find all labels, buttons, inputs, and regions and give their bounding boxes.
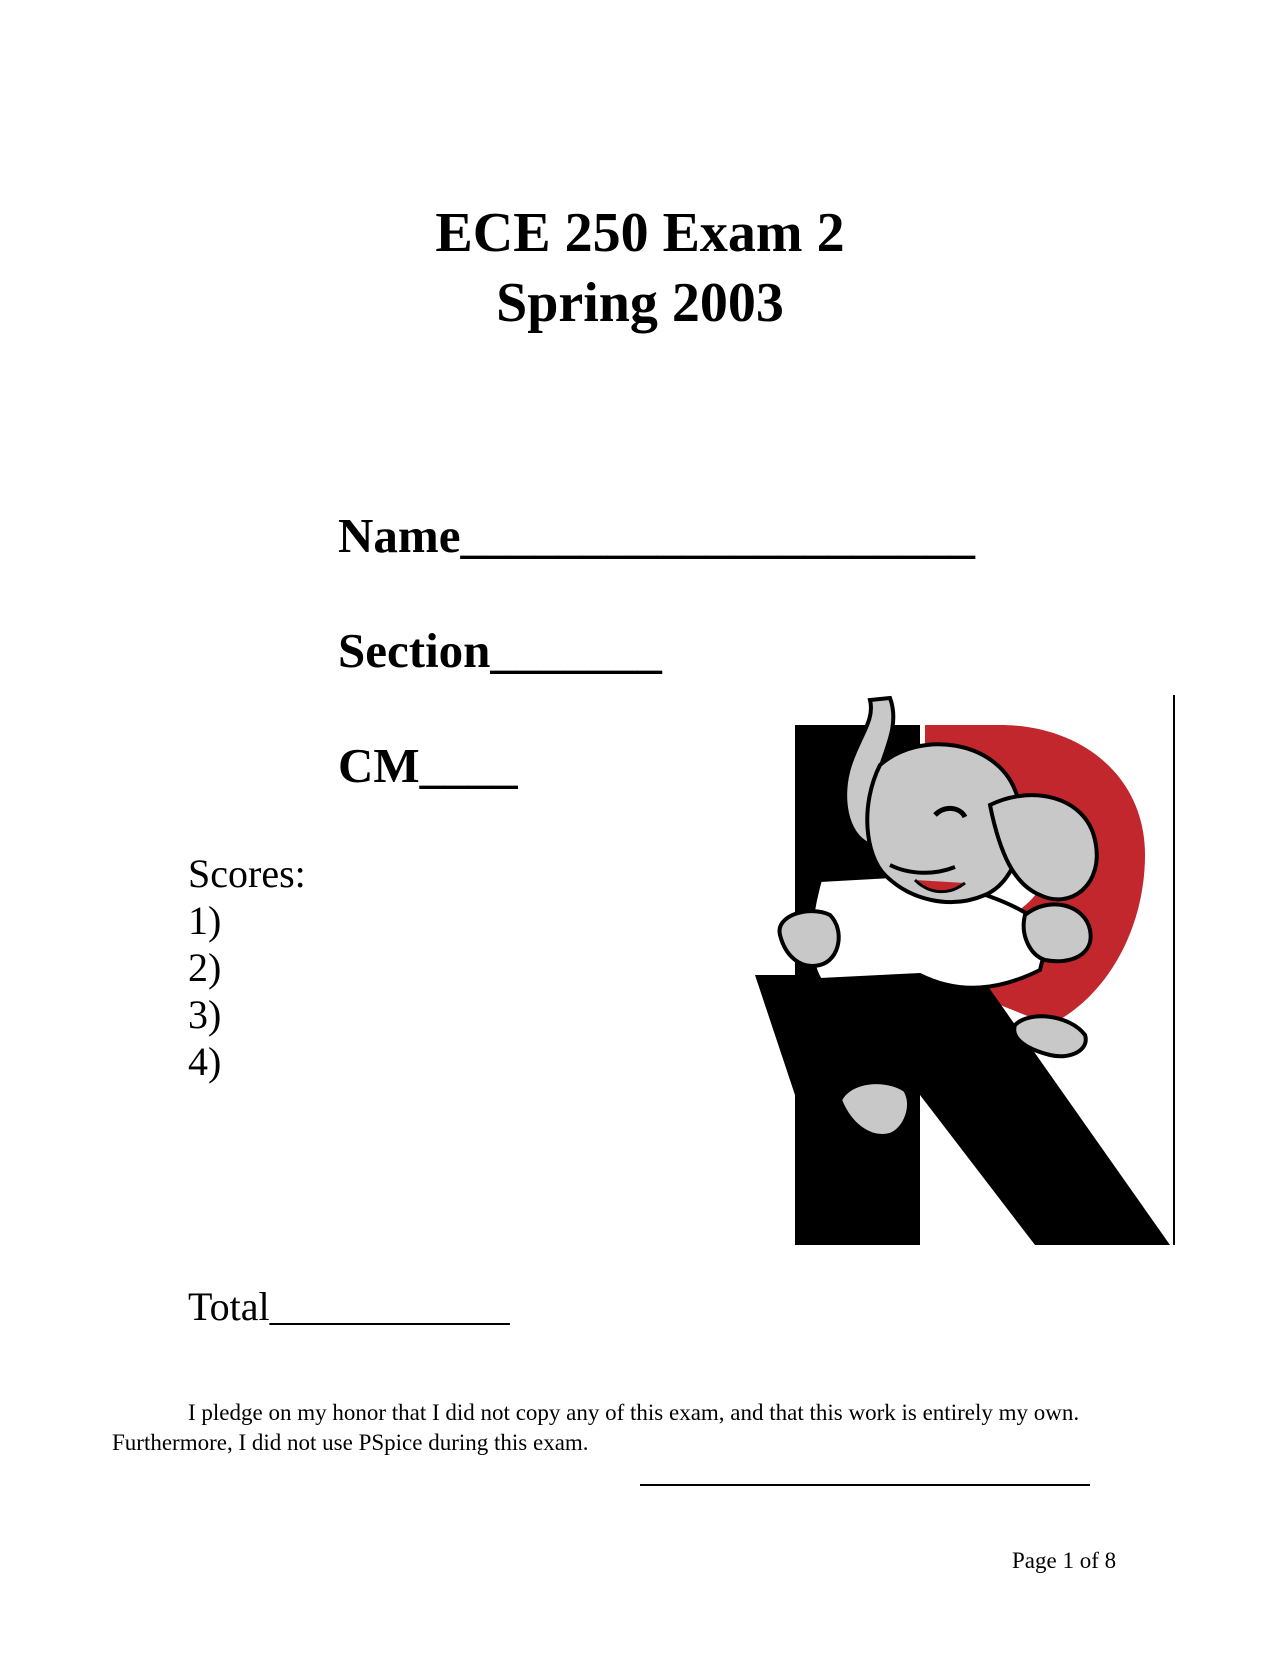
score-item: 2) [188, 945, 222, 990]
pledge-line: Furthermore, I did not use PSpice during this exam. [112, 1430, 589, 1455]
scores-block [188, 850, 306, 1085]
exam-title: ECE 250 Exam 2 [435, 202, 845, 264]
total-field: Total____________ [188, 1284, 510, 1329]
signature-line [640, 1484, 1090, 1486]
name-field: Name_____________________ [338, 508, 975, 563]
honor-pledge [112, 1398, 1172, 1458]
cm-field: CM____ [338, 738, 518, 793]
logo-black-leg [755, 975, 1170, 1245]
scores-heading: Scores: [188, 851, 306, 896]
score-item: 1) [188, 898, 222, 943]
elephant-r-logo-icon [750, 695, 1180, 1255]
pledge-line: I pledge on my honor that I did not copy any of this exam, and that this work is entirely my own. [188, 1400, 1080, 1425]
exam-term: Spring 2003 [496, 272, 784, 334]
elephant-left-fist [780, 911, 839, 966]
section-field: Section_______ [338, 623, 662, 678]
elephant-right-fist [1024, 904, 1091, 961]
score-item: 4) [188, 1039, 222, 1084]
score-item: 3) [188, 992, 222, 1037]
page-number: Page 1 of 8 [1012, 1548, 1117, 1573]
